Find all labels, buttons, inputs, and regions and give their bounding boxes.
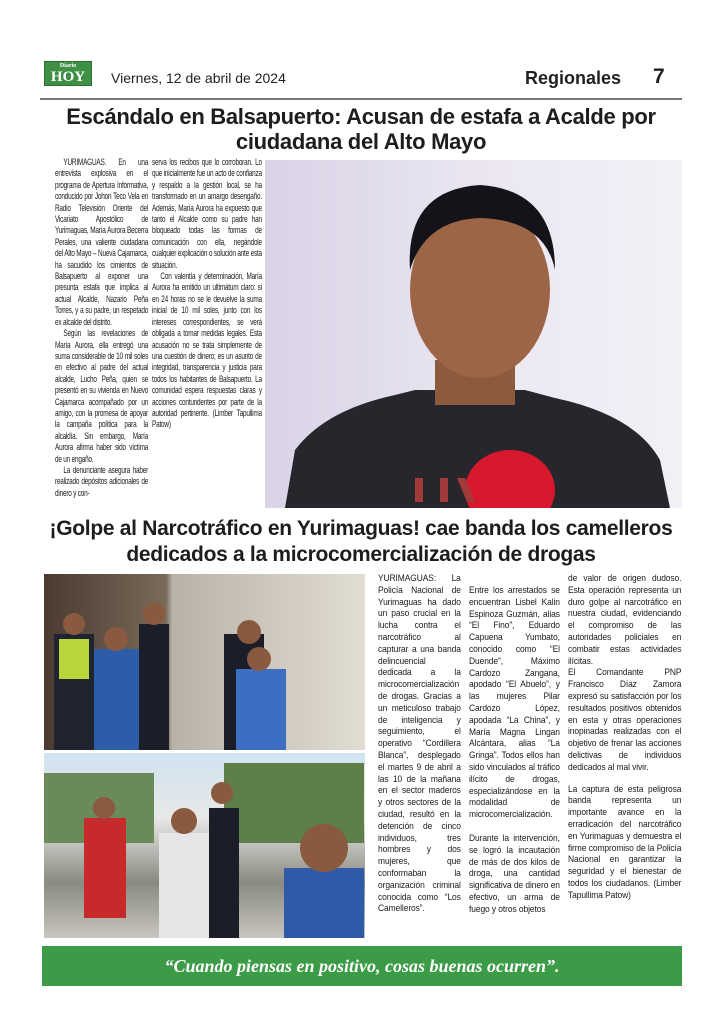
header-divider [40,98,682,100]
arrest-photo-corridor [44,574,365,750]
page-number: 7 [653,65,665,88]
arrest-photo-street [44,753,365,938]
newspaper-logo: Diario HOY [44,61,92,86]
article1-column-2: serva los recibos que lo corroboran. Lo que inicialmente fue un acto de confianza y respaldo a la gestión local, se ha transformado en un amargo desengaño. Además, María Aurora ha expuesto que tanto el Alcalde como su padre han bloqueado todas las formas de comunicación con ella, negándole cualquier explicación o solución ante esta situación. Con valentía y determinación, María Aurora ha emitido un ultimátum claro: si en 24 horas no se le devuelve la suma inicial de 10 mil soles, junto con los intereses correspondientes, se verá obligada a tomar medidas legales. Esta acusación no se trata simplemente de una cuestión de dinero; es un asunto de integridad, transparencia y justicia para todos los habitantes de Balsapuerto. La comunidad espera respuestas claras y acciones contundentes por parte de la autoridad pertinente. (Limber Tapullima Patow) [152,157,262,430]
article2-column-1: YURIMAGUAS: La Policía Nacional de Yurimaguas ha dado un paso crucial en la lucha contra el narcotráfico al capturar a una banda delincuencial dedicada a la microcomercialización de drogas. Gracias a un meticuloso trabajo de inteligencia y seguimiento, el operativo “Cordillera Blanca”, desplegado el martes 9 de abril a las 10 de la mañana en el sector maderos y otros sectores de la ciudad, resultó en la detención de cinco individuos, tres hombres y dos mujeres, que conformaban la organización criminal conocida como “Los Camelleros”. [378,572,461,914]
issue-date: Viernes, 12 de abril de 2024 [111,70,286,86]
section-title: Regionales [525,68,622,88]
article2-column-3: de valor de origen dudoso. Esta operación representa un duro golpe al narcotráfico en nuestra ciudad, evidenciando el compromiso de las autoridades policiales en combatir estas actividades ilícitas. El Comandante PNP Francisco Díaz Zamora expresó su satisfacción por los resultados positivos obtenidos en esta y otras operaciones inopinadas realizadas con el objetivo de frenar las acciones delictivas de individuos dedicados al mal vivir. La captura de esta peligrosa banda representa un importante avance en la erradicación del narcotráfico en Yurimaguas y demuestra el firme compromiso de la Policía Nacional en garantizar la seguridad y el bienestar de todos los ciudadanos. (Limber Tapullima Patow) [568,572,682,900]
detainees-street-image [44,753,365,938]
article2-column-2: Entre los arrestados se encuentran Lisbel Kalin Espinoza Guzmán, alias “El Fino”, Eduardo Capuena Yumbato, conocido como “El Duende”, Máximo Cardozo Zangana, apodado “El Abuelo”, y las mujeres Pilar Cardozo López, apodada “La China”, y María Magna Lingan Alcántara, alias “La Gringa”. Todos ellos han sido vinculados al tráfico ilícito de drogas, especializándose en la modalidad de microcomercialización. Durante la intervención, se logró la incautación de más de dos kilos de droga, una cantidad significativa de dinero en efectivo, un arma de fuego y otros objetos [469,584,560,914]
article1-headline: Escándalo en Balsapuerto: Acusan de estafa a Acalde por ciudadana del Alto Mayo [66,104,656,154]
article2-headline: ¡Golpe al Narcotráfico en Yurimaguas! cae banda los camelleros dedicados a la microcomercialización de drogas [49,517,673,566]
man-portrait-image [265,160,682,508]
article1-column-1: YURIMAGUAS. En una entrevista explosiva en el programa de Apertura Informativa, conducido por Johon Teco Vela en Radio Televisión Oriente del Vicariato Apostólico de Yurimaguas, María Aurora Becerra Perales, una valiente ciudadana del Alto Mayo – Nueva Cajamarca, ha sacudido los cimientos de Balsapuerto al exponer una presunta estafa que implica al actual Alcalde, Nazario Peña Torres, y a su padre, un respetado ex alcalde del distrito. Según las revelaciones de María Aurora, ella entregó una suma considerable de 10 mil soles en efectivo al padre del actual alcalde, Lucho Peña, quien se presentó en su vivienda en Nuevo Cajamarca acompañado por un amigo, con la promesa de apoyar la campaña política para la alcaldía. Sin embargo, María Aurora afirma haber sido víctima de un engaño. La denunciante asegura haber realizado depósitos adicionales de dinero y con- [55,157,149,498]
article1-portrait-photo [265,160,682,508]
quote-banner: “Cuando piensas en positivo, cosas buenas ocurren”. [42,946,682,986]
police-detainees-image [44,574,365,750]
